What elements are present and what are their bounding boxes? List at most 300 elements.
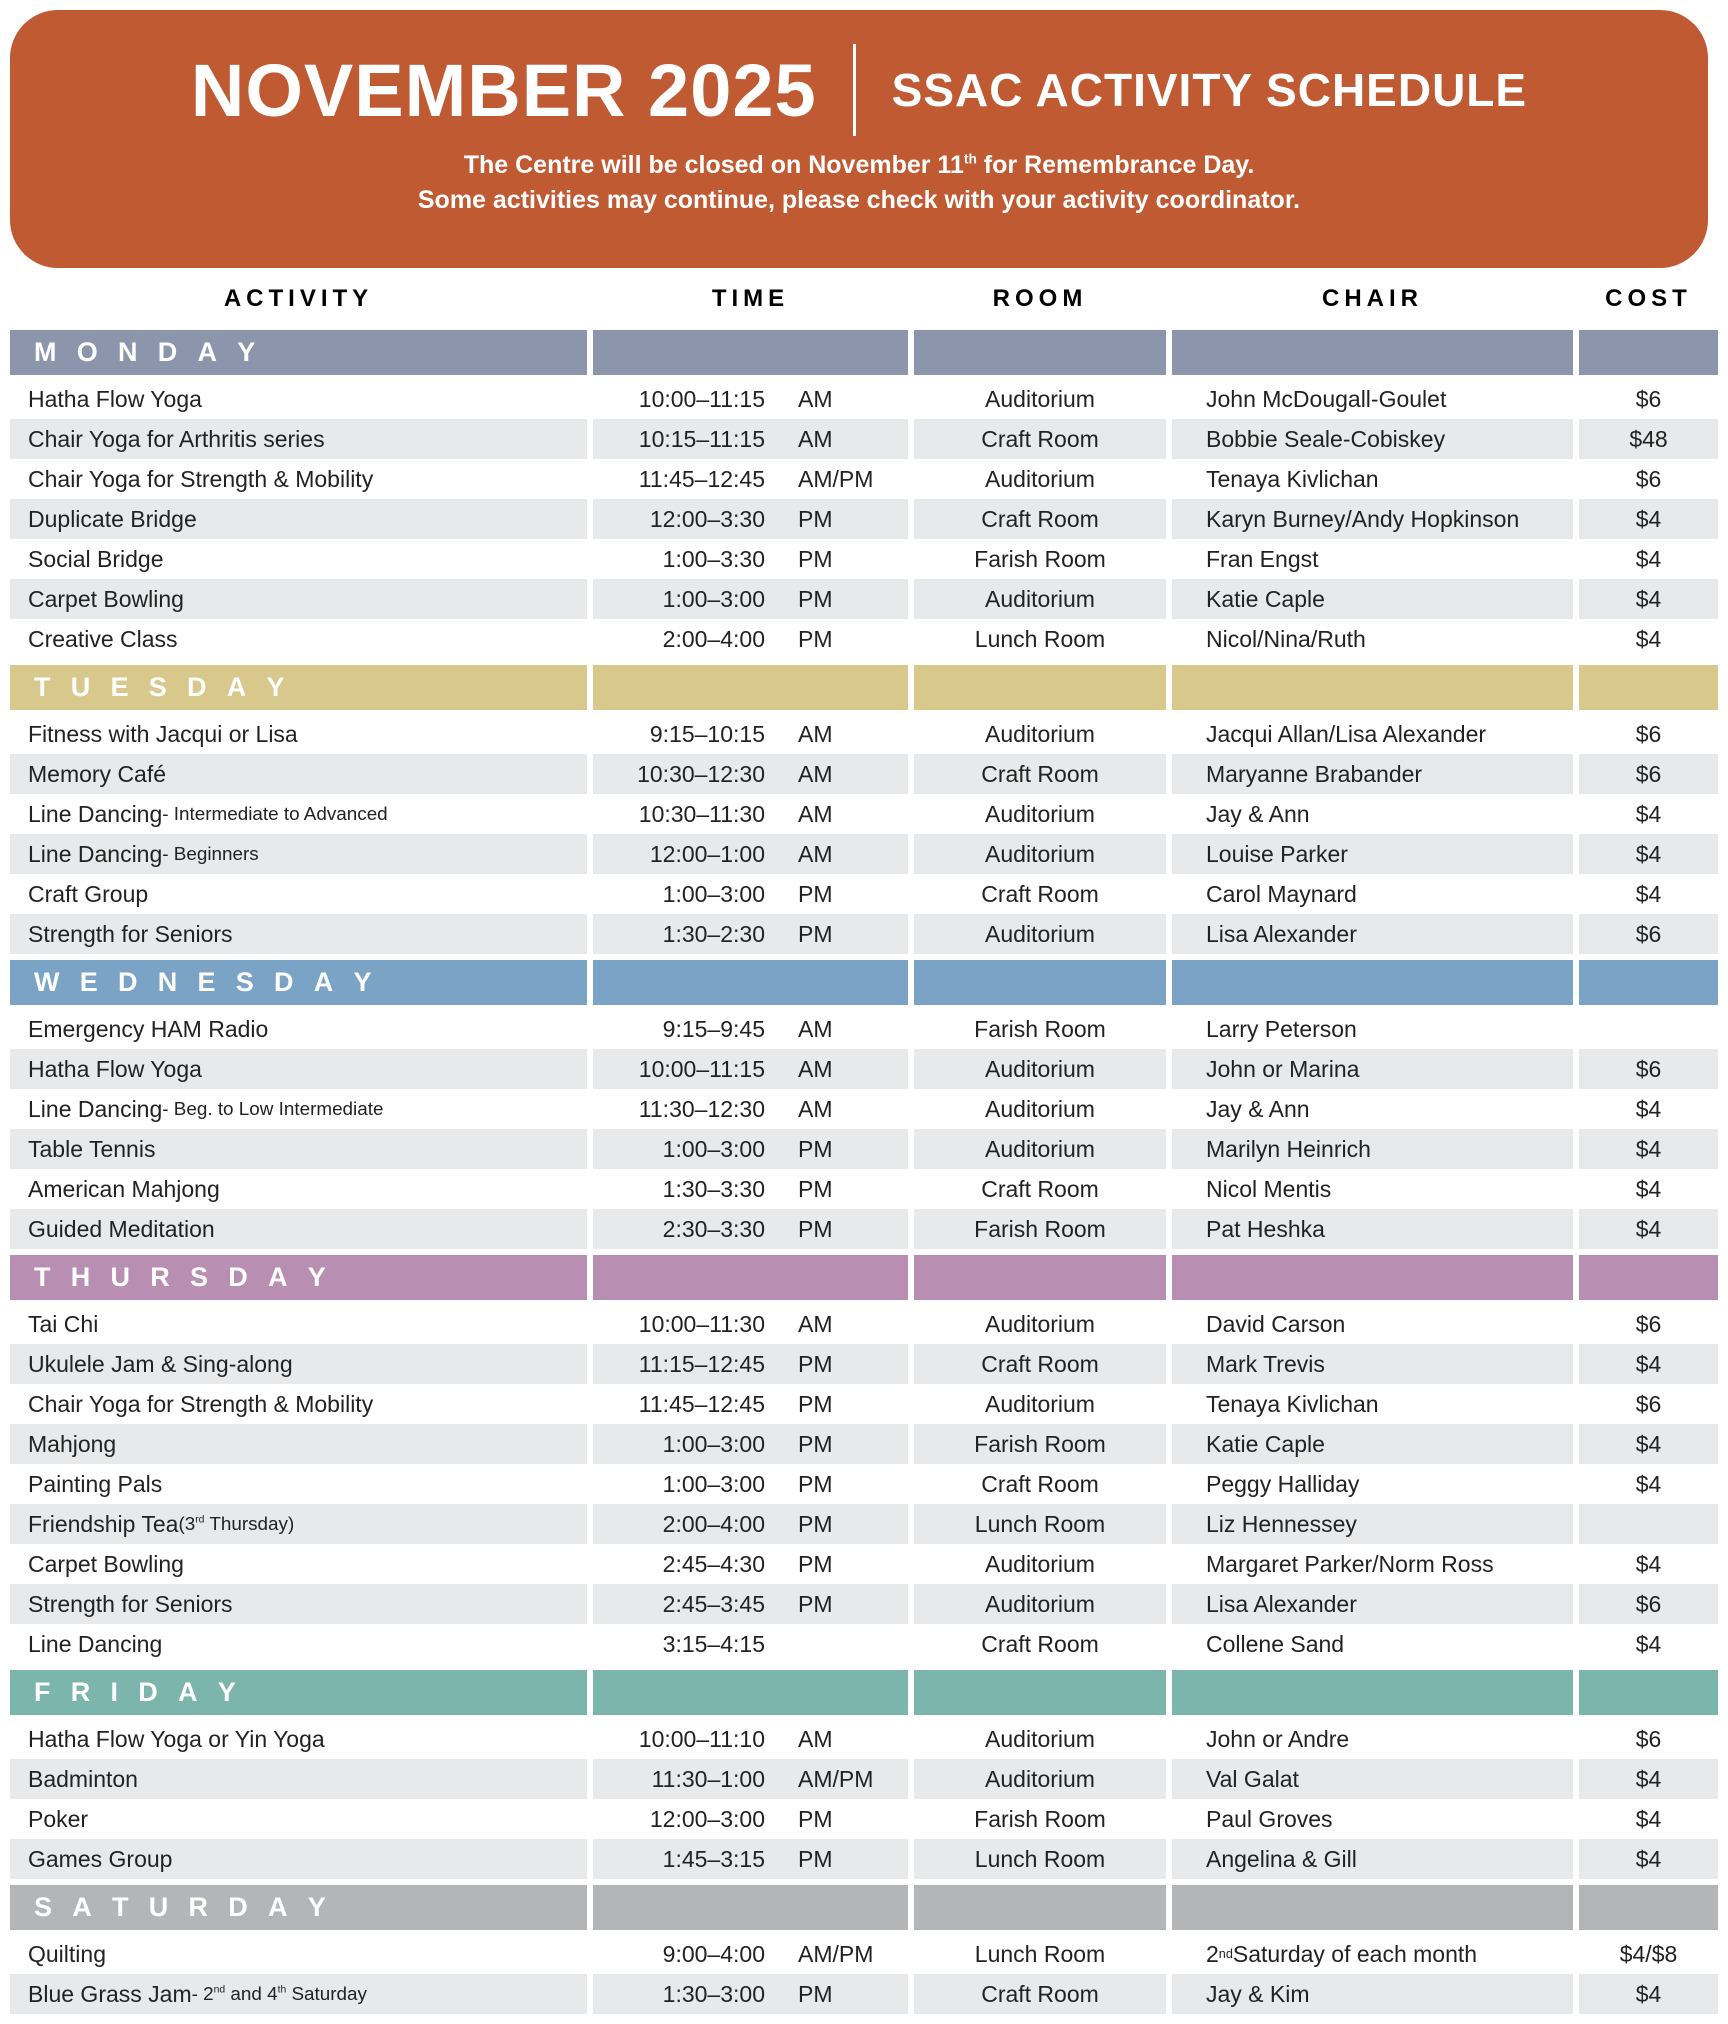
cost-cell: $4 <box>1573 1129 1718 1169</box>
room-cell: Craft Room <box>908 1169 1166 1209</box>
time-range: 12:00–3:30 <box>649 505 765 532</box>
table-row <box>10 1799 1718 1839</box>
activity-cell: Emergency HAM Radio <box>28 1015 269 1042</box>
room-cell: Craft Room <box>908 754 1166 794</box>
time-range: 10:30–11:30 <box>638 800 765 827</box>
closure-note: The Centre will be closed on November 11th for Remembrance Day. <box>463 151 1255 179</box>
time-range: 2:00–4:00 <box>662 1510 765 1537</box>
chair-cell: Pat Heshka <box>1166 1209 1573 1249</box>
cost-cell: $4 <box>1573 1759 1718 1799</box>
time-range: 11:30–12:30 <box>638 1095 765 1122</box>
table-row <box>10 539 1718 579</box>
room-cell: Auditorium <box>908 1544 1166 1584</box>
activity-cell: Hatha Flow Yoga or Yin Yoga <box>28 1725 325 1752</box>
chair-cell: Karyn Burney/Andy Hopkinson <box>1166 499 1573 539</box>
time-range: 11:45–12:45 <box>638 1390 765 1417</box>
time-meridiem: PM <box>798 545 833 572</box>
time-meridiem: PM <box>798 585 833 612</box>
time-range: 9:15–10:15 <box>649 720 765 747</box>
day-header-cell <box>908 330 1166 375</box>
cost-cell: $6 <box>1573 754 1718 794</box>
time-range: 1:30–3:00 <box>662 1980 765 2007</box>
time-meridiem: AM <box>798 1310 833 1337</box>
room-cell: Farish Room <box>908 1799 1166 1839</box>
cost-cell: $48 <box>1573 419 1718 459</box>
cost-cell: $4 <box>1573 1169 1718 1209</box>
section-tuesday <box>10 665 1718 954</box>
cost-cell: $4 <box>1573 1974 1718 2014</box>
activity-cell: Ukulele Jam & Sing-along <box>10 1344 587 1384</box>
time-cell <box>587 619 908 659</box>
table-row <box>10 834 1718 874</box>
cost-cell: $6 <box>1573 1049 1718 1089</box>
time-cell <box>587 1504 908 1544</box>
activity-cell: Quilting <box>28 1940 106 1967</box>
cost-cell: $4 <box>1573 1544 1718 1584</box>
room-cell: Auditorium <box>908 1129 1166 1169</box>
time-meridiem: AM <box>798 840 833 867</box>
activity-cell: Badminton <box>10 1759 587 1799</box>
table-row <box>10 1169 1718 1209</box>
column-header-activity: ACTIVITY <box>223 285 374 312</box>
activity-cell: Social Bridge <box>28 545 164 572</box>
table-row <box>10 1504 1718 1544</box>
table-row <box>10 1344 1718 1384</box>
time-cell <box>587 1544 908 1584</box>
room-cell: Auditorium <box>908 834 1166 874</box>
activity-cell: Line Dancing - Beg. to Low Intermediate <box>28 1095 384 1122</box>
room-cell: Auditorium <box>908 459 1166 499</box>
time-range: 11:30–1:00 <box>651 1765 765 1792</box>
table-row <box>10 499 1718 539</box>
day-header-cell <box>1166 1255 1573 1300</box>
activity-table <box>10 268 1718 2014</box>
day-header-cell <box>1573 1670 1718 1715</box>
section-thursday <box>10 1255 1718 1664</box>
time-cell <box>587 459 908 499</box>
time-range: 10:00–11:15 <box>638 1055 765 1082</box>
chair-cell: Bobbie Seale-Cobiskey <box>1166 419 1573 459</box>
day-header-cell <box>1166 330 1573 375</box>
activity-cell: Memory Café <box>10 754 587 794</box>
day-header-saturday <box>10 1885 1718 1930</box>
chair-cell: Louise Parker <box>1166 834 1573 874</box>
table-row <box>10 714 1718 754</box>
table-row <box>10 1584 1718 1624</box>
time-range: 9:15–9:45 <box>662 1015 765 1042</box>
table-row <box>10 1049 1718 1089</box>
activity-cell: Hatha Flow Yoga <box>10 1049 587 1089</box>
activity-cell: Blue Grass Jam - 2nd and 4th Saturday <box>10 1974 587 2014</box>
chair-cell: Maryanne Brabander <box>1166 754 1573 794</box>
table-row <box>10 1464 1718 1504</box>
coordinator-note: Some activities may continue, please check with your activity coordinator. <box>417 186 1301 214</box>
room-cell: Lunch Room <box>908 1504 1166 1544</box>
time-cell <box>587 499 908 539</box>
month-title: NOVEMBER 2025 <box>190 48 817 132</box>
time-meridiem: PM <box>798 1980 833 2007</box>
room-cell: Farish Room <box>908 1424 1166 1464</box>
day-header-cell <box>908 960 1166 1005</box>
day-label: M O N D A Y <box>10 330 587 375</box>
time-cell <box>587 1344 908 1384</box>
time-meridiem: AM <box>798 1095 833 1122</box>
room-cell: Craft Room <box>908 1464 1166 1504</box>
time-meridiem: PM <box>798 1390 833 1417</box>
room-cell: Auditorium <box>908 794 1166 834</box>
table-row <box>10 1009 1718 1049</box>
time-meridiem: PM <box>798 1175 833 1202</box>
time-meridiem: PM <box>798 1430 833 1457</box>
table-row <box>10 1974 1718 2014</box>
table-row <box>10 874 1718 914</box>
cost-cell: $4 <box>1573 874 1718 914</box>
time-cell <box>587 794 908 834</box>
chair-cell: Fran Engst <box>1166 539 1573 579</box>
column-header-cost: COST <box>1573 268 1718 330</box>
time-range: 1:00–3:30 <box>662 545 765 572</box>
table-row <box>10 1424 1718 1464</box>
page-title: SSAC ACTIVITY SCHEDULE <box>891 64 1528 116</box>
time-cell <box>587 1304 908 1344</box>
chair-cell: Lisa Alexander <box>1166 1584 1573 1624</box>
chair-cell: Nicol/Nina/Ruth <box>1166 619 1573 659</box>
time-range: 1:00–3:00 <box>662 585 765 612</box>
activity-cell: Guided Meditation <box>10 1209 587 1249</box>
day-header-friday <box>10 1670 1718 1715</box>
activity-cell: Chair Yoga for Strength & Mobility <box>28 1390 374 1417</box>
day-header-cell <box>587 665 908 710</box>
day-header-cell <box>1573 665 1718 710</box>
time-cell <box>587 1759 908 1799</box>
room-cell: Auditorium <box>908 379 1166 419</box>
room-cell: Farish Room <box>908 539 1166 579</box>
table-row <box>10 579 1718 619</box>
time-range: 1:00–3:00 <box>662 1470 765 1497</box>
cost-cell: $4 <box>1573 1089 1718 1129</box>
time-range: 1:00–3:00 <box>662 880 765 907</box>
time-cell <box>587 1089 908 1129</box>
chair-cell: Tenaya Kivlichan <box>1166 459 1573 499</box>
chair-cell: Jacqui Allan/Lisa Alexander <box>1166 714 1573 754</box>
time-meridiem: PM <box>798 1805 833 1832</box>
activity-cell: Mahjong <box>10 1424 587 1464</box>
day-header-cell <box>1166 1670 1573 1715</box>
day-label: S A T U R D A Y <box>10 1885 587 1930</box>
time-cell <box>587 1424 908 1464</box>
room-cell: Auditorium <box>908 1759 1166 1799</box>
time-meridiem: AM/PM <box>798 1940 874 1967</box>
activity-cell: Chair Yoga for Strength & Mobility <box>28 465 374 492</box>
chair-cell: Katie Caple <box>1166 579 1573 619</box>
table-row <box>10 754 1718 794</box>
activity-cell: Creative Class <box>28 625 178 652</box>
cost-cell: $4 <box>1573 579 1718 619</box>
day-header-cell <box>1166 1885 1573 1930</box>
chair-cell: Katie Caple <box>1166 1424 1573 1464</box>
activity-cell: Craft Group <box>28 880 149 907</box>
time-cell <box>587 1624 908 1664</box>
activity-cell: Carpet Bowling <box>10 579 587 619</box>
activity-cell: Tai Chi <box>28 1310 99 1337</box>
cost-cell: $6 <box>1573 379 1718 419</box>
cost-cell: $4 <box>1573 1464 1718 1504</box>
room-cell: Craft Room <box>908 419 1166 459</box>
activity-cell: Line Dancing <box>28 1630 163 1657</box>
day-header-cell <box>587 330 908 375</box>
activity-cell: Friendship Tea (3rd Thursday) <box>10 1504 587 1544</box>
room-cell: Lunch Room <box>908 1934 1166 1974</box>
room-cell: Auditorium <box>908 714 1166 754</box>
chair-cell: Collene Sand <box>1166 1624 1573 1664</box>
activity-cell: Strength for Seniors <box>10 914 587 954</box>
chair-cell: Jay & Ann <box>1166 794 1573 834</box>
activity-cell: Carpet Bowling <box>28 1550 184 1577</box>
table-row <box>10 1304 1718 1344</box>
chair-cell: John or Marina <box>1166 1049 1573 1089</box>
title-divider <box>853 44 856 136</box>
cost-cell: $6 <box>1573 1719 1718 1759</box>
time-meridiem: PM <box>798 920 833 947</box>
time-range: 1:00–3:00 <box>662 1135 765 1162</box>
table-row <box>10 1384 1718 1424</box>
time-range: 1:00–3:00 <box>662 1430 765 1457</box>
time-range: 10:15–11:15 <box>638 425 765 452</box>
day-header-monday <box>10 330 1718 375</box>
table-row <box>10 1719 1718 1759</box>
day-label: T H U R S D A Y <box>10 1255 587 1300</box>
table-row <box>10 1089 1718 1129</box>
day-sections <box>10 330 1718 2014</box>
column-header-chair: CHAIR <box>1166 268 1573 330</box>
section-saturday <box>10 1885 1718 2014</box>
activity-cell: Strength for Seniors <box>10 1584 587 1624</box>
time-range: 2:45–4:30 <box>662 1550 765 1577</box>
time-meridiem: AM <box>798 385 833 412</box>
time-meridiem: AM <box>798 1725 833 1752</box>
room-cell: Craft Room <box>908 1974 1166 2014</box>
time-range: 1:30–3:30 <box>662 1175 765 1202</box>
room-cell: Auditorium <box>908 1049 1166 1089</box>
time-range: 10:30–12:30 <box>637 760 765 787</box>
time-range: 9:00–4:00 <box>662 1940 765 1967</box>
day-header-wednesday <box>10 960 1718 1005</box>
cost-cell: $4 <box>1573 619 1718 659</box>
time-cell <box>587 1009 908 1049</box>
activity-cell: Line Dancing - Intermediate to Advanced <box>28 800 388 827</box>
time-cell <box>587 1209 908 1249</box>
time-cell <box>587 1129 908 1169</box>
time-meridiem: PM <box>798 880 833 907</box>
cost-cell: $4 <box>1573 1424 1718 1464</box>
time-cell <box>587 1169 908 1209</box>
time-range: 10:00–11:10 <box>638 1725 765 1752</box>
cost-cell: $4 <box>1573 1839 1718 1879</box>
time-range: 11:45–12:45 <box>638 465 765 492</box>
time-range: 10:00–11:15 <box>638 385 765 412</box>
time-range: 2:30–3:30 <box>662 1215 765 1242</box>
cost-cell: $6 <box>1573 714 1718 754</box>
time-meridiem: PM <box>798 505 833 532</box>
cost-cell: $4 <box>1573 794 1718 834</box>
day-header-cell <box>587 960 908 1005</box>
day-header-cell <box>1573 960 1718 1005</box>
table-row <box>10 1624 1718 1664</box>
activity-cell: Hatha Flow Yoga <box>28 385 202 412</box>
time-range: 12:00–3:00 <box>649 1805 765 1832</box>
day-header-cell <box>908 1670 1166 1715</box>
chair-cell: Carol Maynard <box>1166 874 1573 914</box>
time-range: 12:00–1:00 <box>649 840 765 867</box>
activity-cell: Chair Yoga for Arthritis series <box>10 419 587 459</box>
room-cell: Craft Room <box>908 1344 1166 1384</box>
time-cell <box>587 1384 908 1424</box>
day-header-cell <box>587 1670 908 1715</box>
chair-cell: Lisa Alexander <box>1166 914 1573 954</box>
time-meridiem: AM <box>798 1015 833 1042</box>
chair-cell: Mark Trevis <box>1166 1344 1573 1384</box>
time-meridiem: PM <box>798 1510 833 1537</box>
time-range: 2:00–4:00 <box>662 625 765 652</box>
room-cell: Farish Room <box>908 1209 1166 1249</box>
time-cell <box>587 1464 908 1504</box>
chair-cell: Angelina & Gill <box>1166 1839 1573 1879</box>
room-cell: Lunch Room <box>908 619 1166 659</box>
cost-cell: $6 <box>1573 459 1718 499</box>
cost-cell <box>1573 1504 1718 1544</box>
table-row <box>10 794 1718 834</box>
cost-cell <box>1573 1009 1718 1049</box>
time-cell <box>587 579 908 619</box>
chair-cell: Liz Hennessey <box>1166 1504 1573 1544</box>
time-range: 10:00–11:30 <box>638 1310 765 1337</box>
time-meridiem: AM <box>798 1055 833 1082</box>
chair-cell: John or Andre <box>1166 1719 1573 1759</box>
room-cell: Auditorium <box>908 1384 1166 1424</box>
time-meridiem: PM <box>798 1215 833 1242</box>
table-row <box>10 1934 1718 1974</box>
time-meridiem: AM/PM <box>798 1765 874 1792</box>
cost-cell: $6 <box>1573 1584 1718 1624</box>
time-meridiem: PM <box>798 1135 833 1162</box>
chair-cell: Tenaya Kivlichan <box>1166 1384 1573 1424</box>
day-header-cell <box>908 665 1166 710</box>
time-cell <box>587 1934 908 1974</box>
time-meridiem: PM <box>798 1350 833 1377</box>
section-wednesday <box>10 960 1718 1249</box>
activity-cell: Table Tennis <box>10 1129 587 1169</box>
table-row <box>10 419 1718 459</box>
time-cell <box>587 914 908 954</box>
chair-cell: 2 nd Saturday of each month <box>1166 1934 1573 1974</box>
room-cell: Craft Room <box>908 1624 1166 1664</box>
activity-cell: Games Group <box>10 1839 587 1879</box>
banner-notes <box>10 148 1708 218</box>
chair-cell: Marilyn Heinrich <box>1166 1129 1573 1169</box>
chair-cell: David Carson <box>1166 1304 1573 1344</box>
cost-cell: $4 <box>1573 539 1718 579</box>
chair-cell: John McDougall-Goulet <box>1166 379 1573 419</box>
chair-cell: Larry Peterson <box>1166 1009 1573 1049</box>
time-cell <box>587 1584 908 1624</box>
table-row <box>10 1759 1718 1799</box>
chair-cell: Jay & Kim <box>1166 1974 1573 2014</box>
table-row <box>10 1839 1718 1879</box>
time-range: 3:15–4:15 <box>662 1630 765 1657</box>
time-cell <box>587 1049 908 1089</box>
time-meridiem: AM <box>798 800 833 827</box>
time-range: 1:30–2:30 <box>662 920 765 947</box>
time-meridiem: PM <box>798 1845 833 1872</box>
day-header-cell <box>1166 960 1573 1005</box>
room-cell: Craft Room <box>908 874 1166 914</box>
column-header-room: ROOM <box>908 268 1166 330</box>
day-header-cell <box>1573 1885 1718 1930</box>
day-label: F R I D A Y <box>10 1670 587 1715</box>
time-cell <box>587 874 908 914</box>
activity-cell: Poker <box>28 1805 89 1832</box>
time-meridiem: AM/PM <box>798 465 874 492</box>
time-cell <box>587 1799 908 1839</box>
column-header-row <box>10 268 1718 330</box>
activity-cell: American Mahjong <box>28 1175 220 1202</box>
chair-cell: Paul Groves <box>1166 1799 1573 1839</box>
room-cell: Auditorium <box>908 579 1166 619</box>
time-cell <box>587 379 908 419</box>
room-cell: Auditorium <box>908 1089 1166 1129</box>
day-header-cell <box>587 1885 908 1930</box>
room-cell: Auditorium <box>908 914 1166 954</box>
cost-cell: $6 <box>1573 1304 1718 1344</box>
time-meridiem: PM <box>798 1470 833 1497</box>
cost-cell: $4 <box>1573 499 1718 539</box>
time-cell <box>587 754 908 794</box>
day-label: W E D N E S D A Y <box>10 960 587 1005</box>
activity-cell: Painting Pals <box>28 1470 163 1497</box>
chair-cell: Nicol Mentis <box>1166 1169 1573 1209</box>
day-header-cell <box>587 1255 908 1300</box>
time-cell <box>587 1974 908 2014</box>
time-cell <box>587 834 908 874</box>
chair-cell: Jay & Ann <box>1166 1089 1573 1129</box>
room-cell: Auditorium <box>908 1584 1166 1624</box>
cost-cell: $4 <box>1573 834 1718 874</box>
time-cell <box>587 539 908 579</box>
table-row <box>10 914 1718 954</box>
room-cell: Farish Room <box>908 1009 1166 1049</box>
room-cell: Auditorium <box>908 1719 1166 1759</box>
activity-cell: Line Dancing - Beginners <box>10 834 587 874</box>
section-friday <box>10 1670 1718 1879</box>
day-header-cell <box>908 1885 1166 1930</box>
time-range: 1:45–3:15 <box>662 1845 765 1872</box>
day-header-tuesday <box>10 665 1718 710</box>
time-meridiem: PM <box>798 1590 833 1617</box>
table-row <box>10 379 1718 419</box>
cost-cell: $4/$8 <box>1573 1934 1718 1974</box>
time-meridiem: AM <box>798 720 833 747</box>
cost-cell: $6 <box>1573 1384 1718 1424</box>
cost-cell: $4 <box>1573 1624 1718 1664</box>
time-cell <box>587 419 908 459</box>
time-meridiem: AM <box>798 425 833 452</box>
time-meridiem: AM <box>798 760 833 787</box>
table-row <box>10 619 1718 659</box>
cost-cell: $6 <box>1573 914 1718 954</box>
day-header-cell <box>1573 330 1718 375</box>
day-header-cell <box>1573 1255 1718 1300</box>
chair-cell: Margaret Parker/Norm Ross <box>1166 1544 1573 1584</box>
